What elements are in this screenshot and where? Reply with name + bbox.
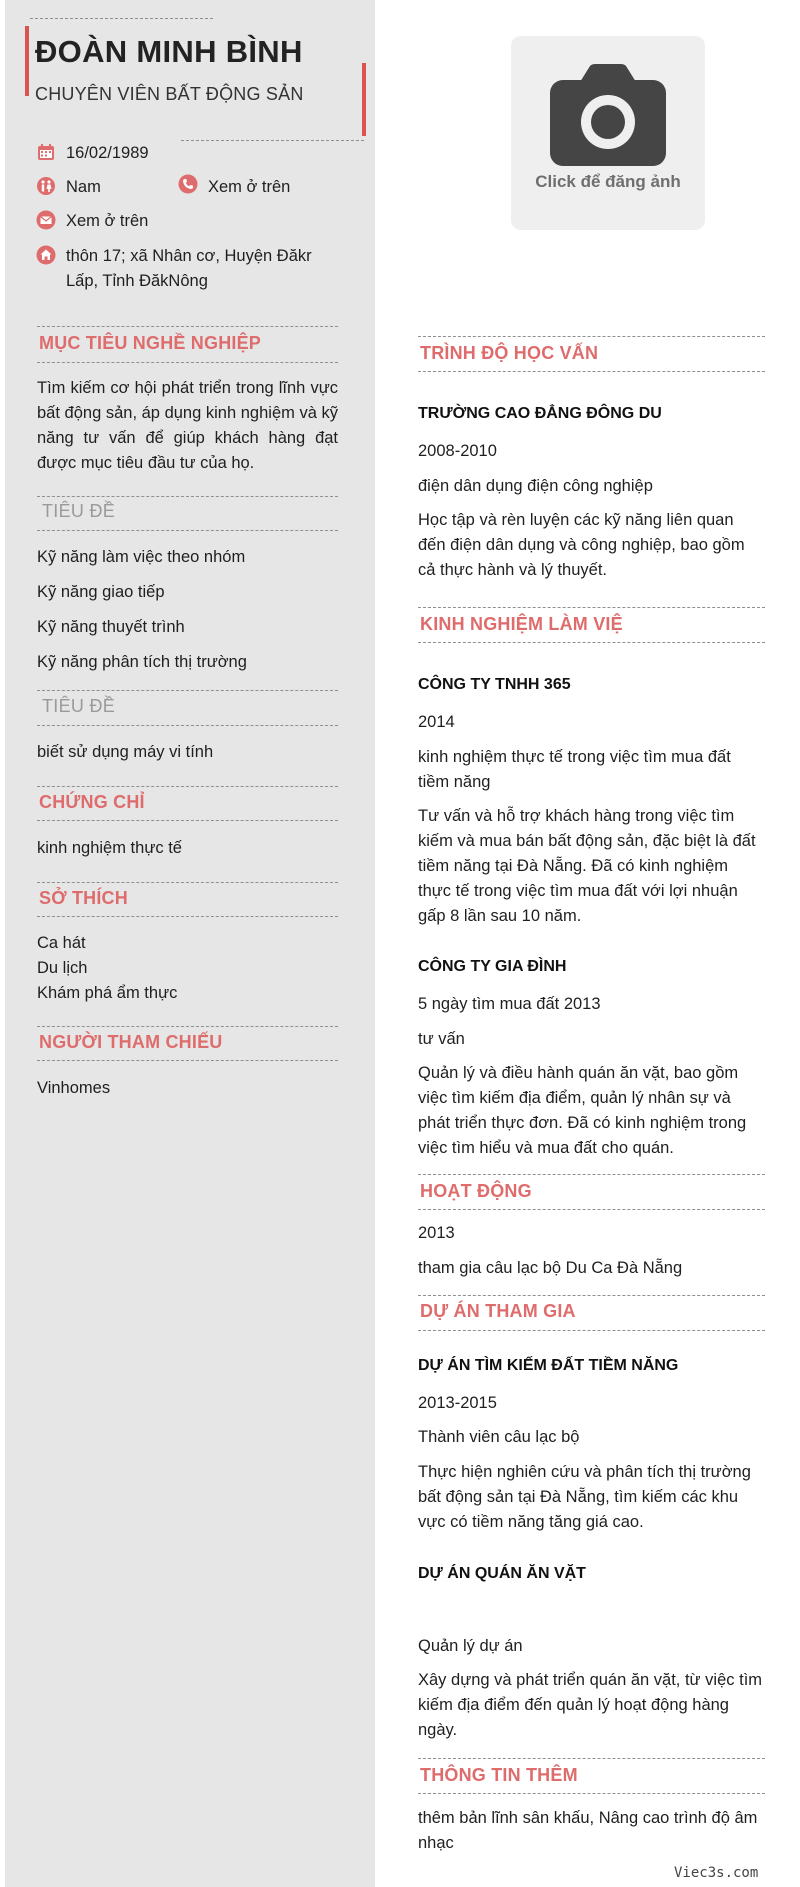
objective-heading: MỤC TIÊU NGHỀ NGHIỆP [39,333,262,353]
experience-position[interactable]: tư vấn [418,1030,465,1048]
hobbies-divider-bottom [37,916,338,917]
job-title[interactable]: CHUYÊN VIÊN BẤT ĐỘNG SẢN [35,84,304,104]
project-name[interactable]: DỰ ÁN TÌM KIẾM ĐẤT TIỀM NĂNG [418,1357,679,1374]
email-icon [36,210,56,230]
birthday[interactable]: 16/02/1989 [66,144,149,162]
skill-item[interactable]: Kỹ năng giao tiếp [37,583,165,601]
hobby-item[interactable]: Khám phá ẩm thực [37,984,178,1002]
education-divider-bottom [418,371,765,372]
camera-icon [550,64,666,166]
objective-divider-bottom [37,362,338,363]
experience-description[interactable]: Quản lý và điều hành quán ăn vặt, bao gồm việc tìm kiếm địa điểm, quản lý nhân sự và phát triển thực đơn. Đã có kinh nghiệm trong việc tìm hiểu và mua đất cho quán. [418,1064,747,1157]
experience-time[interactable]: 5 ngày tìm mua đất 2013 [418,995,601,1013]
experience-divider-bottom [418,642,765,643]
objective-divider-top [37,326,338,327]
watermark: Viec3s.com [674,1865,759,1881]
education-divider-top [418,336,765,337]
experience-description[interactable]: Tư vấn và hỗ trợ khách hàng trong việc tìm kiếm và mua bán bất động sản, đặc biệt là đất tiềm năng tại Đà Nẵng. Đã có kinh nghiệm thực tế trong việc tìm mua đất với lợi nhuận gấp 8 lần sau 10 năm. [418,807,756,925]
experience-time[interactable]: 2014 [418,713,455,731]
additional-divider-bottom [418,1793,765,1794]
additional-divider-top [418,1758,765,1759]
phone[interactable]: Xem ở trên [208,178,291,196]
skills2-heading: TIÊU ĐỀ [42,696,116,716]
education-description[interactable]: Học tập và rèn luyện các kỹ năng liên quan đến điện dân dụng và công nghiệp, bao gồm cả thực hành và lý thuyết. [418,511,745,579]
experience-divider-top [418,607,765,608]
skills2-divider-bottom [37,725,338,726]
additional-text[interactable]: thêm bản lĩnh sân khấu, Nâng cao trình độ âm nhạc [418,1809,758,1852]
home-icon [36,245,56,265]
photo-upload-label: Click để đăng ảnh [535,172,681,191]
objective-text[interactable]: Tìm kiếm cơ hội phát triển trong lĩnh vực bất động sản, áp dụng kinh nghiệm và kỹ năng tư vấn để giúp khách hàng đạt được mục tiêu đầu tư của họ. [37,379,338,472]
education-major[interactable]: điện dân dụng điện công nghiệp [418,477,653,495]
project-description[interactable]: Xây dựng và phát triển quán ăn vặt, từ việc tìm kiếm địa điểm đến quản lý hoạt động hàng ngày. [418,1671,763,1739]
projects-divider-top [418,1295,765,1296]
project-time[interactable]: 2013-2015 [418,1394,497,1412]
project-description[interactable]: Thực hiện nghiên cứu và phân tích thị trường bất động sản tại Đà Nẵng, tìm kiếm các khu vực có tiềm năng tăng giá cao. [418,1463,751,1531]
header-accent-right [362,63,366,136]
education-school[interactable]: TRƯỜNG CAO ĐẲNG ĐÔNG DU [418,405,662,422]
address[interactable]: thôn 17; xã Nhân cơ, Huyện Đăkr Lấp, Tỉnh ĐăkNông [66,247,312,290]
calendar-icon [36,142,56,162]
references-divider-bottom [37,1060,338,1061]
skill2-item[interactable]: biết sử dụng máy vi tính [37,743,214,761]
gender[interactable]: Nam [66,178,101,196]
skill-item[interactable]: Kỹ năng làm việc theo nhóm [37,548,246,566]
hobby-item[interactable]: Du lịch [37,959,88,977]
experience-company[interactable]: CÔNG TY GIA ĐÌNH [418,958,567,975]
hobbies-heading: SỞ THÍCH [39,888,128,908]
projects-heading: DỰ ÁN THAM GIA [420,1301,576,1321]
email[interactable]: Xem ở trên [66,212,149,230]
certificate-item[interactable]: kinh nghiệm thực tế [37,839,182,857]
skill-item[interactable]: Kỹ năng thuyết trình [37,618,185,636]
project-role[interactable]: Quản lý dự án [418,1637,523,1655]
certificates-divider-bottom [37,820,338,821]
education-heading: TRÌNH ĐỘ HỌC VẤN [420,343,599,363]
photo-upload[interactable] [511,36,705,230]
certificates-heading: CHỨNG CHỈ [39,792,145,812]
projects-divider-bottom [418,1330,765,1331]
skills-heading: TIÊU ĐỀ [42,501,116,521]
activity-text[interactable]: tham gia câu lạc bộ Du Ca Đà Nẵng [418,1259,683,1277]
header-accent-left [25,26,29,96]
phone-icon [178,174,198,194]
skill-item[interactable]: Kỹ năng phân tích thị trường [37,653,247,671]
education-time[interactable]: 2008-2010 [418,442,497,460]
activities-divider-top [418,1174,765,1175]
experience-company[interactable]: CÔNG TY TNHH 365 [418,676,571,693]
hobby-item[interactable]: Ca hát [37,934,86,952]
project-name[interactable]: DỰ ÁN QUÁN ĂN VẶT [418,1565,586,1582]
references-heading: NGƯỜI THAM CHIẾU [39,1032,223,1052]
references-divider-top [37,1026,338,1027]
skills-divider-bottom [37,530,338,531]
activity-time[interactable]: 2013 [418,1224,455,1242]
activities-divider-bottom [418,1209,765,1210]
experience-heading: KINH NGHIỆM LÀM VIỆ [420,614,623,634]
activities-heading: HOẠT ĐỘNG [420,1181,532,1201]
gender-icon [36,176,56,196]
additional-heading: THÔNG TIN THÊM [420,1765,578,1785]
skills-divider-top [37,496,338,497]
certificates-divider-top [37,786,338,787]
header-top-divider [30,18,213,19]
project-role[interactable]: Thành viên câu lạc bộ [418,1428,580,1446]
skills2-divider-top [37,690,338,691]
candidate-name[interactable]: ĐOÀN MINH BÌNH [35,34,303,69]
experience-position[interactable]: kinh nghiệm thực tế trong việc tìm mua đất tiềm năng [418,748,731,791]
hobbies-divider-top [37,882,338,883]
reference-item[interactable]: Vinhomes [37,1079,111,1097]
header-bottom-divider [181,140,364,141]
